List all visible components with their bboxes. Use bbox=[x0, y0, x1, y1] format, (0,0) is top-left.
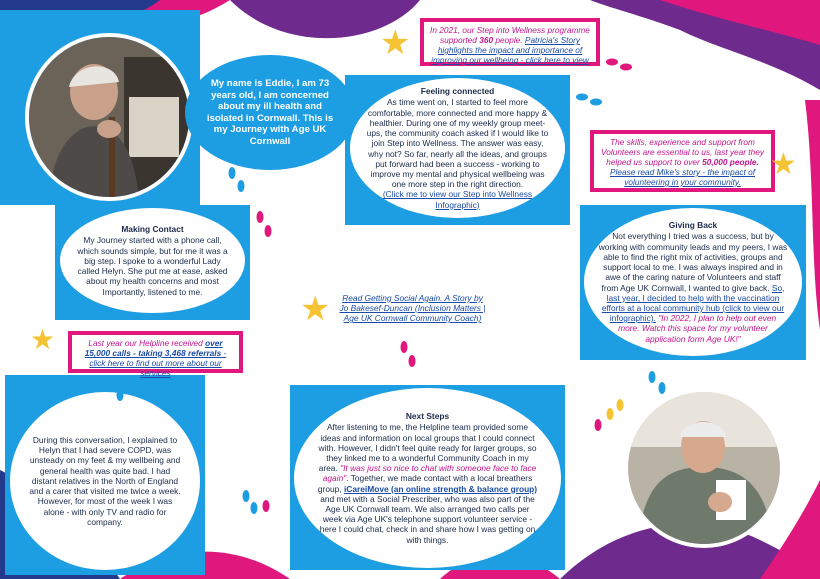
intro-bubble bbox=[185, 55, 355, 170]
intro-text: My name is Eddie, I am 73 years old, I am concerned about my ill health and isolated in Cornwall. This is my Journey with Age UK Cornwall bbox=[206, 78, 334, 147]
eddie-portrait-image bbox=[29, 37, 189, 197]
giving-back-body: Not everything I tried was a success, but by working with community leads and my peers, I was able to find the right mix of activities, groups and support local to me. I was always inspired and in awe of the caring nature of Volunteers and staff from Age UK Cornwall, I wanted to give back. bbox=[598, 231, 788, 293]
feeling-connected-link[interactable]: (Click me to view our Step into Wellness Infographic) bbox=[382, 189, 533, 210]
eddie-photo-1 bbox=[25, 33, 193, 201]
next-steps-bubble bbox=[294, 388, 561, 568]
star-icon: ★ bbox=[30, 324, 56, 355]
helpline-lead: Last year our Helpline received bbox=[88, 338, 206, 348]
volunteers-box[interactable] bbox=[590, 130, 775, 192]
volunteers-count: 50,000 people. bbox=[702, 157, 759, 167]
feeling-connected-bubble bbox=[350, 78, 565, 218]
next-steps-link[interactable]: iCareiMove (an online strength & balance group) bbox=[343, 483, 538, 494]
helpline-tail[interactable]: - click here to find out more about our services bbox=[89, 348, 227, 378]
feeling-connected-heading: Feeling connected bbox=[420, 86, 495, 97]
wellness-box[interactable] bbox=[420, 18, 600, 66]
eddie-photo-2 bbox=[624, 388, 784, 548]
conversation-bubble bbox=[10, 392, 200, 570]
giving-back-heading: Giving Back bbox=[668, 220, 718, 231]
helpline-bold[interactable]: over 15,000 calls - taking 3,468 referrals bbox=[84, 338, 223, 358]
wellness-link[interactable]: Patricia's Story highlights the impact and importance of improving our wellbeing - click here to view bbox=[431, 35, 589, 65]
making-contact-bubble bbox=[60, 208, 245, 313]
social-again-bubble[interactable] bbox=[325, 278, 500, 338]
making-contact-body: My Journey started with a phone call, which sounds simple, but for me it was a big step. I spoke to a wonderful Lady called Helyn. She put me at ease, asked about my health concerns and most Importantly, listened to me. bbox=[77, 235, 228, 297]
next-steps-quote: "It was just so nice to chat with someone face to face again" bbox=[322, 463, 537, 484]
giving-back-quote: "In 2022, I plan to help out even more. Watch this space for my volunteer application form Age UK!" bbox=[618, 313, 777, 344]
eddie-smiling-image bbox=[628, 392, 780, 544]
wellness-tail: people. bbox=[493, 35, 525, 45]
volunteers-lead: The skills, experience and support from Volunteers are essential to us, last year they helped us support to over bbox=[601, 137, 764, 167]
conversation-body: During this conversation, I explained to Helyn that I had severe COPD, was unsteady on my feet & my wellbeing and general health was quite bad. I had distant relatives in the North of England and a carer that visited me twice a week. However, for most of the week I was alone - with only TV and radio for company. bbox=[29, 435, 181, 527]
star-icon: ★ bbox=[770, 148, 797, 181]
next-steps-body1: After listening to me, the Helpline team provided some ideas and information on local groups that I could connect with. However, I didn't feel quite ready for larger groups, so they linked me to a wonderful Community Coach in my area. bbox=[318, 422, 537, 474]
next-steps-body2: . Together, we made contact with a local breathers group, bbox=[317, 473, 533, 494]
volunteers-link[interactable]: Please read Mike's story - the impact of volunteering in your community. bbox=[610, 167, 755, 187]
star-icon: ★ bbox=[300, 290, 331, 328]
wellness-count: 360 bbox=[479, 35, 494, 45]
giving-back-link[interactable]: So, last year, I decided to help with the vaccination efforts at a local community hub (click to view our infographic). bbox=[601, 282, 785, 324]
next-steps-body3: and met with a Social Prescriber, who was also part of the Age UK Cornwall team. We also arranged two calls per week via Age UK's telephone support volunteer service - here I could chat, check in and share how I was getting on with things. bbox=[319, 493, 536, 545]
helpline-box[interactable] bbox=[68, 331, 243, 378]
star-icon: ★ bbox=[380, 24, 411, 62]
social-again-link[interactable]: Read Getting Social Again. A Story by Jo Bakesef-Duncan (Inclusion Matters | Age UK Cornwall Community Coach) bbox=[339, 292, 486, 324]
feeling-connected-body: As time went on, I started to feel more comfortable, more connected and more happy & healthier. During one of my weekly group meet-ups, the community coach asked if I would like to join Step into Wellness. The answer was easy, why not? So far, nearly all the ideas, and groups put forward had been a success - working to improve my mental and physical wellbeing was one more step in the right direction. bbox=[366, 97, 549, 190]
next-steps-heading: Next Steps bbox=[405, 411, 450, 422]
making-contact-heading: Making Contact bbox=[121, 224, 184, 235]
wellness-lead: In 2021, our Step into Wellness programme supported bbox=[430, 25, 590, 45]
giving-back-bubble bbox=[584, 208, 802, 356]
